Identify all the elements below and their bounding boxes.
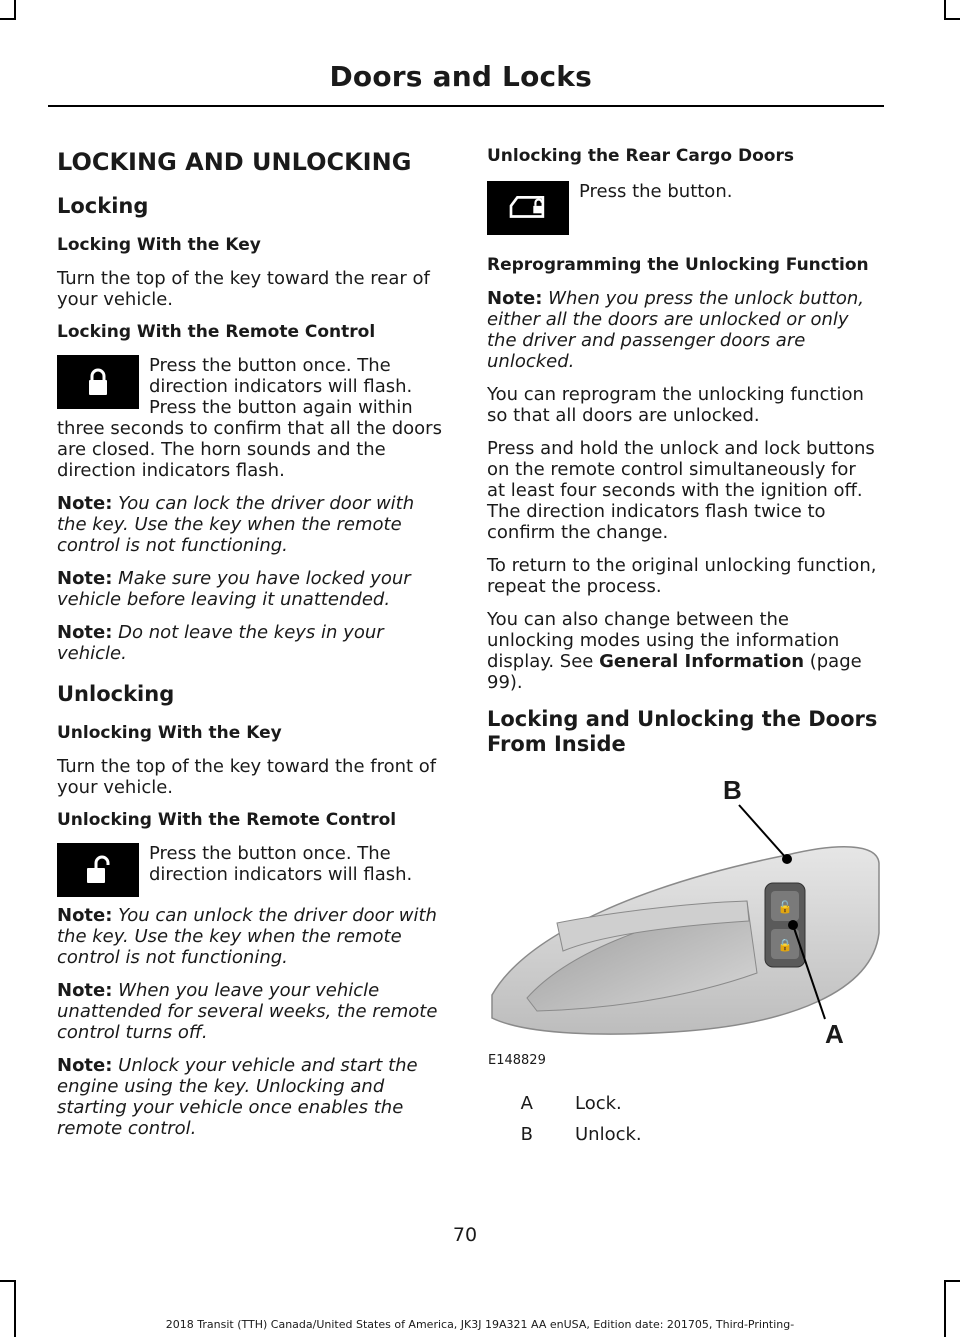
locking-with-key-heading: Locking With the Key xyxy=(57,235,261,255)
note-text: Do not leave the keys in your vehicle. xyxy=(57,622,384,664)
cargo-heading: Unlocking the Rear Cargo Doors xyxy=(487,146,794,166)
figure-legend xyxy=(487,1093,879,1146)
info-text-post: (page 99). xyxy=(487,651,862,693)
note xyxy=(57,905,449,968)
padlock-closed-icon xyxy=(57,355,139,409)
note-text: You can lock the driver door with the key. Use the key when the remote control is not functioning. xyxy=(57,493,415,556)
note-label: Note: xyxy=(57,622,113,643)
legend-row xyxy=(487,1124,879,1146)
legend-key: A xyxy=(520,1093,533,1114)
unlocking-remote-text: Press the button once. The direction indicators will flash. xyxy=(149,843,413,885)
note-label: Note: xyxy=(57,1055,113,1076)
unlocking-remote-block xyxy=(57,843,449,905)
info-text-pre: You can also change between the unlocking modes using the information display. See xyxy=(487,609,840,672)
unlocking-heading: Unlocking xyxy=(57,682,175,706)
locking-remote-heading: Locking With the Remote Control xyxy=(57,322,376,342)
crop-mark xyxy=(14,0,16,20)
cross-reference-link[interactable]: General Information xyxy=(599,651,805,672)
note xyxy=(487,288,879,372)
inside-heading: Locking and Unlocking the Doors From Inside xyxy=(487,707,878,756)
unlocking-remote-heading: Unlocking With the Remote Control xyxy=(57,810,397,830)
right-column xyxy=(487,146,879,1155)
padlock-open-icon xyxy=(57,843,139,897)
crop-mark xyxy=(944,1280,960,1282)
crop-mark xyxy=(0,1280,16,1282)
note xyxy=(57,493,449,556)
note-label: Note: xyxy=(57,493,113,514)
locking-with-key-text: Turn the top of the key toward the rear of your vehicle. xyxy=(57,268,430,310)
van-rear-doors-unlock-icon xyxy=(487,181,569,235)
paragraph xyxy=(487,609,879,693)
note xyxy=(57,622,449,664)
paragraph: Press and hold the unlock and lock buttons on the remote control simultaneously for at least four seconds with the ignition off. The direction indicators flash twice to confirm the change. xyxy=(487,438,875,543)
paragraph: To return to the original unlocking function, repeat the process. xyxy=(487,555,877,597)
cargo-block xyxy=(487,181,879,255)
paragraph: You can reprogram the unlocking function so that all doors are unlocked. xyxy=(487,384,864,426)
locking-remote-text: Press the button once. The direction indicators will flash. Press the button again within three seconds to confirm that all the doors are closed. The horn sounds and the direction indicators flash. xyxy=(57,355,442,481)
note-text: When you press the unlock button, either all the doors are unlocked or only the driver and passenger doors are unlocked. xyxy=(487,288,864,372)
note xyxy=(57,568,449,610)
note xyxy=(57,980,449,1043)
figure-code: E148829 xyxy=(488,1053,546,1068)
note-label: Note: xyxy=(57,568,113,589)
callout-a: A xyxy=(825,1019,844,1049)
crop-mark xyxy=(0,18,16,20)
footer-text: 2018 Transit (TTH) Canada/United States of America, JK3J 19A321 AA enUSA, Edition date: 201705, Third-Printing- xyxy=(165,1318,795,1331)
locking-heading: Locking xyxy=(57,194,149,218)
note-label: Note: xyxy=(57,980,113,1001)
locking-remote-block xyxy=(57,355,449,493)
svg-text:🔒: 🔒 xyxy=(777,938,793,952)
svg-text:🔓: 🔓 xyxy=(777,900,793,914)
door-handle-figure xyxy=(487,773,883,1073)
callout-b: B xyxy=(723,775,742,805)
note-label: Note: xyxy=(57,905,113,926)
cargo-text: Press the button. xyxy=(579,181,733,202)
reprogram-heading: Reprogramming the Unlocking Function xyxy=(487,255,869,275)
left-column xyxy=(57,140,449,1151)
legend-label: Unlock. xyxy=(575,1124,642,1145)
note xyxy=(57,1055,449,1139)
note-text: When you leave your vehicle unattended for several weeks, the remote control turns off. xyxy=(57,980,438,1043)
section-title: LOCKING AND UNLOCKING xyxy=(57,148,412,176)
unlocking-with-key-heading: Unlocking With the Key xyxy=(57,723,282,743)
note-label: Note: xyxy=(487,288,543,309)
door-handle-illustration xyxy=(487,773,883,1073)
legend-label: Lock. xyxy=(575,1093,622,1114)
page-number: 70 xyxy=(452,1224,478,1246)
note-text: Make sure you have locked your vehicle before leaving it unattended. xyxy=(57,568,411,610)
note-text: You can unlock the driver door with the key. Use the key when the remote control is not functioning. xyxy=(57,905,437,968)
page-header-title: Doors and Locks xyxy=(329,60,592,93)
unlocking-with-key-text: Turn the top of the key toward the front of your vehicle. xyxy=(57,756,437,798)
legend-key: B xyxy=(520,1124,533,1145)
note-text: Unlock your vehicle and start the engine using the key. Unlocking and starting your vehicle once enables the remote control. xyxy=(57,1055,418,1139)
header-rule xyxy=(48,105,884,107)
crop-mark xyxy=(944,0,946,20)
crop-mark xyxy=(944,18,960,20)
legend-row xyxy=(487,1093,879,1115)
